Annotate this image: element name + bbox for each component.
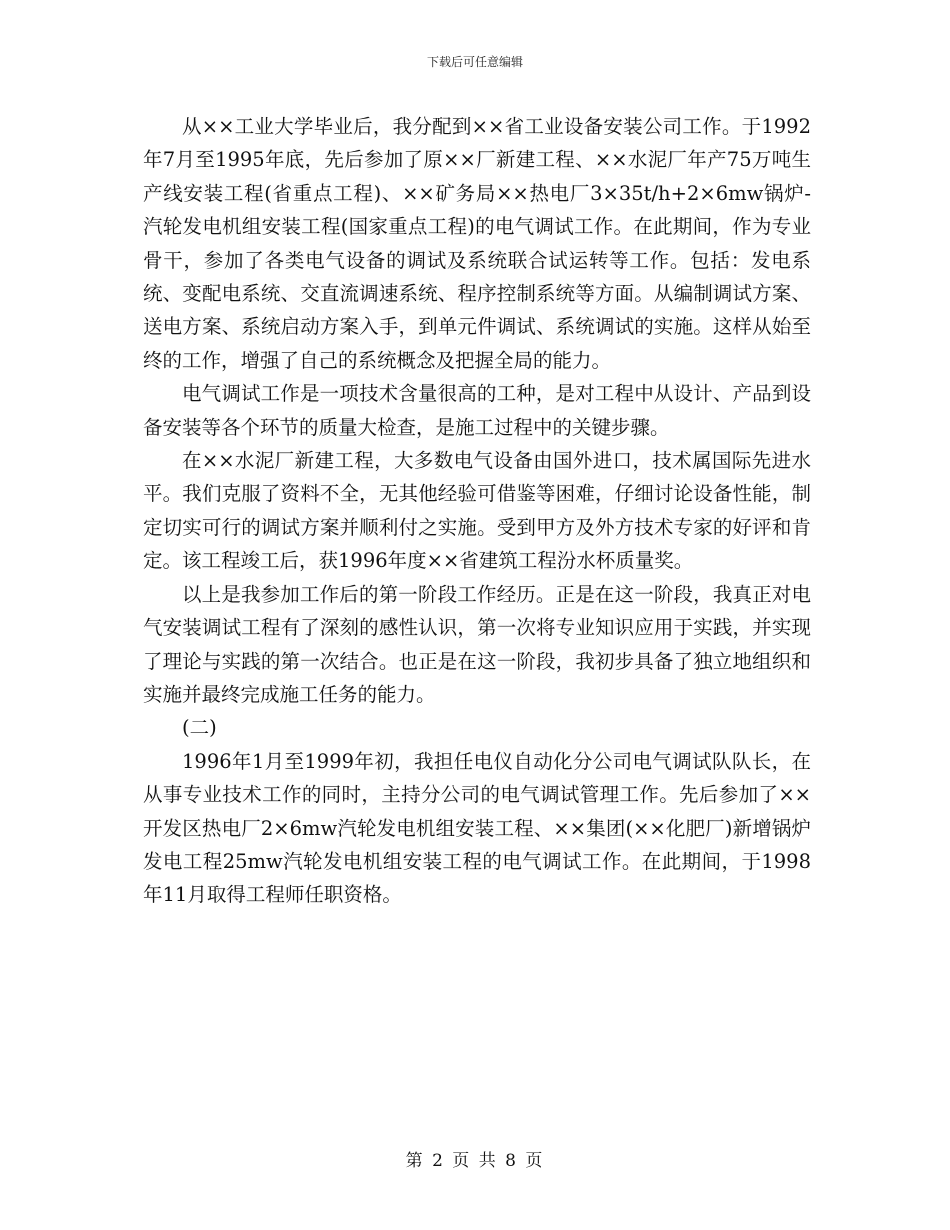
paragraph-4: 以上是我参加工作后的第一阶段工作经历。正是在这一阶段，我真正对电气安装调试工程有了深刻的感性认识，第一次将专业知识应用于实践，并实现了理论与实践的第一次结合。也正是在这一阶段，我初步具备了独立地组织和实施并最终完成施工任务的能力。 xyxy=(143,582,811,706)
page-number: 第 2 页 共 8 页 xyxy=(405,1151,545,1171)
paragraph-1: 从××工业大学毕业后，我分配到××省工业设备安装公司工作。于1992年7月至1995年底，先后参加了原××厂新建工程、××水泥厂年产75万吨生产线安装工程(省重点工程)、××矿务局××热电厂3×35t/h+2×6mw锅炉-汽轮发电机组安装工程(国家重点工程)的电气调试工作。在此期间，作为专业骨干，参加了各类电气设备的调试及系统联合试运转等工作。包括：发电系统、变配电系统、交直流调速系统、程序控制系统等方面。从编制调试方案、送电方案、系统启动方案入手，到单元件调试、系统调试的实施。这样从始至终的工作，增强了自己的系统概念及把握全局的能力。 xyxy=(143,115,811,372)
paragraph-2: 电气调试工作是一项技术含量很高的工种，是对工程中从设计、产品到设备安装等各个环节的质量大检查，是施工过程中的关键步骤。 xyxy=(143,382,811,439)
paragraph-5: 1996年1月至1999年初，我担任电仪自动化分公司电气调试队队长，在从事专业技术工作的同时，主持分公司的电气调试管理工作。先后参加了××开发区热电厂2×6mw汽轮发电机组安装工程、××集团(××化肥厂)新增锅炉发电工程25mw汽轮发电机组安装工程的电气调试工作。在此期间，于1998年11月取得工程师任职资格。 xyxy=(143,749,811,907)
document-body xyxy=(143,110,811,912)
section-heading: (二) xyxy=(182,716,217,740)
page-header: 下载后可任意编辑 xyxy=(426,55,523,69)
paragraph-3: 在××水泥厂新建工程，大多数电气设备由国外进口，技术属国际先进水平。我们克服了资料不全，无其他经验可借鉴等困难，仔细讨论设备性能，制定切实可行的调试方案并顺利付之实施。受到甲方及外方技术专家的好评和肯定。该工程竣工后，获1996年度××省建筑工程汾水杯质量奖。 xyxy=(143,449,811,573)
